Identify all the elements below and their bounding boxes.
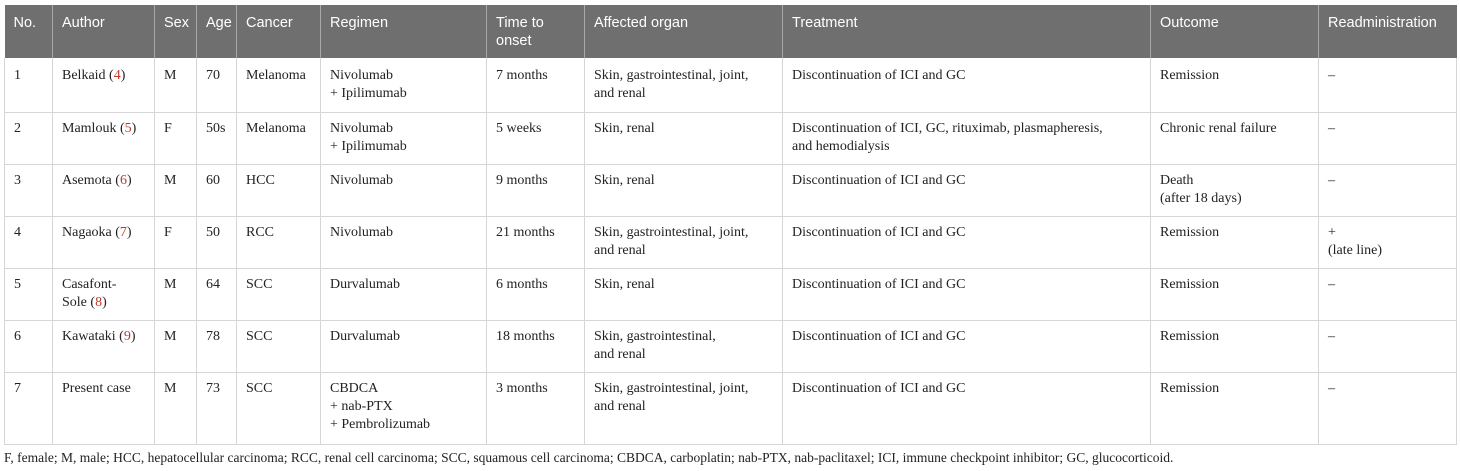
reference-close-paren: ): [126, 172, 132, 188]
cell-readministration-line: +: [1328, 224, 1336, 240]
author-name-text: Asemota (: [62, 172, 120, 188]
cell-outcome: [1151, 320, 1319, 372]
header-treatment: Treatment: [783, 5, 1151, 58]
cell-affected-organ-line: and renal: [594, 398, 646, 414]
cell-treatment-line: Discontinuation of ICI and GC: [792, 328, 966, 344]
author-name-text: Belkaid (: [62, 68, 114, 83]
cell-regimen: [321, 268, 487, 320]
cell-regimen-line: + nab-PTX: [330, 398, 393, 414]
cell-sex: M: [155, 164, 197, 216]
cell-cancer: SCC: [237, 268, 321, 320]
cell-affected-organ-line: Skin, gastrointestinal, joint,: [594, 224, 749, 240]
cell-author: [53, 268, 155, 320]
cell-outcome: [1151, 216, 1319, 268]
cell-age: 50: [197, 216, 237, 268]
cell-outcome: [1151, 164, 1319, 216]
cell-sex: M: [155, 268, 197, 320]
cell-treatment: [783, 320, 1151, 372]
author-name-text: Casafont-: [62, 276, 117, 292]
cell-sex: F: [155, 216, 197, 268]
cell-affected-organ-line: Skin, renal: [594, 120, 655, 136]
header-time-to-onset: Time to onset: [487, 5, 585, 58]
reference-link[interactable]: 4: [113, 68, 121, 83]
cell-treatment: [783, 268, 1151, 320]
header-outcome: Outcome: [1151, 5, 1319, 58]
cell-regimen-line: Nivolumab: [330, 224, 393, 240]
cell-outcome-line: Remission: [1160, 380, 1220, 396]
cell-age: 50s: [197, 112, 237, 164]
table-row: [5, 164, 1457, 216]
cell-outcome-line: Death: [1160, 172, 1194, 188]
cell-no: 1: [5, 58, 53, 112]
table-footnote: F, female; M, male; HCC, hepatocellular carcinoma; RCC, renal cell carcinoma; SCC, squamous cell carcinoma; CBDCA, carboplatin; nab-PTX, nab-paclitaxel; ICI, immune checkpoint inhibitor; GC, glucocorticoid.: [4, 450, 1174, 465]
cell-affected-organ: [585, 112, 783, 164]
author-name-line: [62, 276, 146, 294]
cell-readministration: [1319, 164, 1457, 216]
cell-outcome-line: (after 18 days): [1160, 190, 1242, 206]
header-sex: Sex: [155, 5, 197, 58]
cell-age: 70: [197, 58, 237, 112]
cell-cancer: HCC: [237, 164, 321, 216]
table-row: [5, 112, 1457, 164]
cell-author: [53, 164, 155, 216]
reference-link[interactable]: 8: [95, 294, 103, 310]
table-body: [5, 58, 1457, 444]
cell-treatment: [783, 164, 1151, 216]
cell-affected-organ-line: Skin, renal: [594, 276, 655, 292]
cell-sex: F: [155, 112, 197, 164]
table-row: [5, 58, 1457, 112]
cell-regimen-line: Nivolumab: [330, 68, 393, 83]
reference-close-paren: ): [120, 68, 126, 83]
table-row: [5, 372, 1457, 444]
cell-regimen-line: Durvalumab: [330, 328, 400, 344]
cell-readministration: [1319, 58, 1457, 112]
cell-no: 5: [5, 268, 53, 320]
table-header: [5, 5, 1457, 58]
cell-affected-organ: [585, 164, 783, 216]
table-row: [5, 320, 1457, 372]
reference-link[interactable]: 5: [124, 120, 132, 136]
header-readministration: Readministration: [1319, 5, 1457, 58]
header-affected-organ: Affected organ: [585, 5, 783, 58]
cell-regimen: [321, 112, 487, 164]
cell-outcome-line: Chronic renal failure: [1160, 120, 1277, 136]
cell-no: 6: [5, 320, 53, 372]
cell-regimen: [321, 320, 487, 372]
cell-cancer: SCC: [237, 372, 321, 444]
cell-treatment-line: Discontinuation of ICI and GC: [792, 172, 966, 188]
cell-cancer: RCC: [237, 216, 321, 268]
cell-regimen: [321, 164, 487, 216]
cell-regimen-line: + Pembrolizumab: [330, 416, 431, 432]
cell-treatment-line: Discontinuation of ICI, GC, rituximab, plasmapheresis,: [792, 120, 1103, 136]
cell-treatment-line: Discontinuation of ICI and GC: [792, 68, 966, 83]
cell-age: 73: [197, 372, 237, 444]
cell-treatment: [783, 112, 1151, 164]
cell-outcome-line: Remission: [1160, 224, 1220, 240]
cell-no: 2: [5, 112, 53, 164]
cell-sex: M: [155, 58, 197, 112]
cell-regimen-line: + Ipilimumab: [330, 138, 407, 154]
author-name-line: [62, 380, 146, 398]
cell-regimen-line: Nivolumab: [330, 120, 393, 136]
cell-affected-organ: [585, 216, 783, 268]
cell-regimen-line: Nivolumab: [330, 172, 393, 188]
cell-affected-organ-line: and renal: [594, 242, 646, 258]
header-cancer: Cancer: [237, 5, 321, 58]
cell-author: [53, 112, 155, 164]
reference-close-paren: ): [126, 224, 132, 240]
cell-time-to-onset: 6 months: [487, 268, 585, 320]
cell-readministration-line: –: [1328, 276, 1335, 292]
cell-affected-organ-line: Skin, gastrointestinal,: [594, 328, 716, 344]
cell-age: 78: [197, 320, 237, 372]
cell-age: 60: [197, 164, 237, 216]
author-name-text: Nagaoka (: [62, 224, 120, 240]
cell-treatment: [783, 216, 1151, 268]
author-name-text: Present case: [62, 380, 131, 396]
cell-outcome: [1151, 268, 1319, 320]
reference-close-paren: ): [131, 120, 137, 136]
cell-outcome-line: Remission: [1160, 328, 1220, 344]
cell-regimen-line: CBDCA: [330, 380, 379, 396]
reference-link[interactable]: 9: [123, 328, 131, 344]
cell-affected-organ-line: and renal: [594, 346, 646, 362]
cell-affected-organ: [585, 268, 783, 320]
cell-treatment-line: Discontinuation of ICI and GC: [792, 224, 966, 240]
cell-outcome-line: Remission: [1160, 276, 1220, 292]
reference-close-paren: ): [130, 328, 136, 344]
cell-regimen-line: Durvalumab: [330, 276, 400, 292]
cell-cancer: Melanoma: [237, 58, 321, 112]
cell-time-to-onset: 9 months: [487, 164, 585, 216]
header-row: [5, 5, 1457, 58]
table-row: [5, 268, 1457, 320]
cell-time-to-onset: 7 months: [487, 58, 585, 112]
cell-outcome: [1151, 58, 1319, 112]
author-name-line: [62, 120, 146, 138]
cell-regimen: [321, 58, 487, 112]
author-name-text: Sole (: [62, 294, 96, 310]
author-name-text: Mamlouk (: [62, 120, 125, 136]
cell-cancer: Melanoma: [237, 112, 321, 164]
cell-time-to-onset: 5 weeks: [487, 112, 585, 164]
cell-author: [53, 320, 155, 372]
author-name-line: [62, 67, 146, 85]
cell-sex: M: [155, 320, 197, 372]
header-no: No.: [5, 5, 53, 58]
cell-time-to-onset: 18 months: [487, 320, 585, 372]
cell-affected-organ: [585, 320, 783, 372]
cell-author: [53, 58, 155, 112]
cell-affected-organ-line: and renal: [594, 86, 646, 101]
table-row: [5, 216, 1457, 268]
cell-readministration: [1319, 320, 1457, 372]
case-reports-table: [4, 5, 1457, 445]
cell-no: 7: [5, 372, 53, 444]
cell-treatment-line: and hemodialysis: [792, 138, 890, 154]
cell-affected-organ: [585, 58, 783, 112]
cell-regimen-line: + Ipilimumab: [330, 86, 407, 101]
cell-affected-organ-line: Skin, renal: [594, 172, 655, 188]
cell-readministration: [1319, 216, 1457, 268]
cell-regimen: [321, 372, 487, 444]
cell-readministration: [1319, 268, 1457, 320]
cell-treatment: [783, 372, 1151, 444]
cell-cancer: SCC: [237, 320, 321, 372]
cell-readministration: [1319, 112, 1457, 164]
cell-readministration-line: –: [1328, 380, 1335, 396]
cell-regimen: [321, 216, 487, 268]
cell-time-to-onset: 3 months: [487, 372, 585, 444]
cell-age: 64: [197, 268, 237, 320]
cell-outcome-line: Remission: [1160, 68, 1220, 83]
cell-outcome: [1151, 112, 1319, 164]
cell-author: [53, 216, 155, 268]
cell-no: 3: [5, 164, 53, 216]
cell-outcome: [1151, 372, 1319, 444]
author-name-line: [62, 172, 146, 190]
header-author: Author: [53, 5, 155, 58]
author-name-text: Kawataki (: [62, 328, 124, 344]
cell-readministration-line: –: [1328, 120, 1335, 136]
cell-affected-organ-line: Skin, gastrointestinal, joint,: [594, 68, 749, 83]
reference-link[interactable]: 7: [119, 224, 127, 240]
cell-sex: M: [155, 372, 197, 444]
author-name-line: [62, 328, 146, 346]
author-name-line: [62, 294, 146, 312]
reference-close-paren: ): [102, 294, 107, 310]
cell-readministration: [1319, 372, 1457, 444]
cell-treatment-line: Discontinuation of ICI and GC: [792, 276, 966, 292]
cell-treatment-line: Discontinuation of ICI and GC: [792, 380, 966, 396]
cell-readministration-line: –: [1328, 68, 1335, 83]
cell-readministration-line: –: [1328, 172, 1335, 188]
author-name-line: [62, 224, 146, 242]
cell-affected-organ: [585, 372, 783, 444]
header-regimen: Regimen: [321, 5, 487, 58]
header-age: Age: [197, 5, 237, 58]
cell-treatment: [783, 58, 1151, 112]
cell-time-to-onset: 21 months: [487, 216, 585, 268]
cell-affected-organ-line: Skin, gastrointestinal, joint,: [594, 380, 749, 396]
cell-readministration-line: (late line): [1328, 242, 1383, 258]
cell-no: 4: [5, 216, 53, 268]
cell-author: [53, 372, 155, 444]
reference-link[interactable]: 6: [119, 172, 127, 188]
cell-readministration-line: –: [1328, 328, 1335, 344]
